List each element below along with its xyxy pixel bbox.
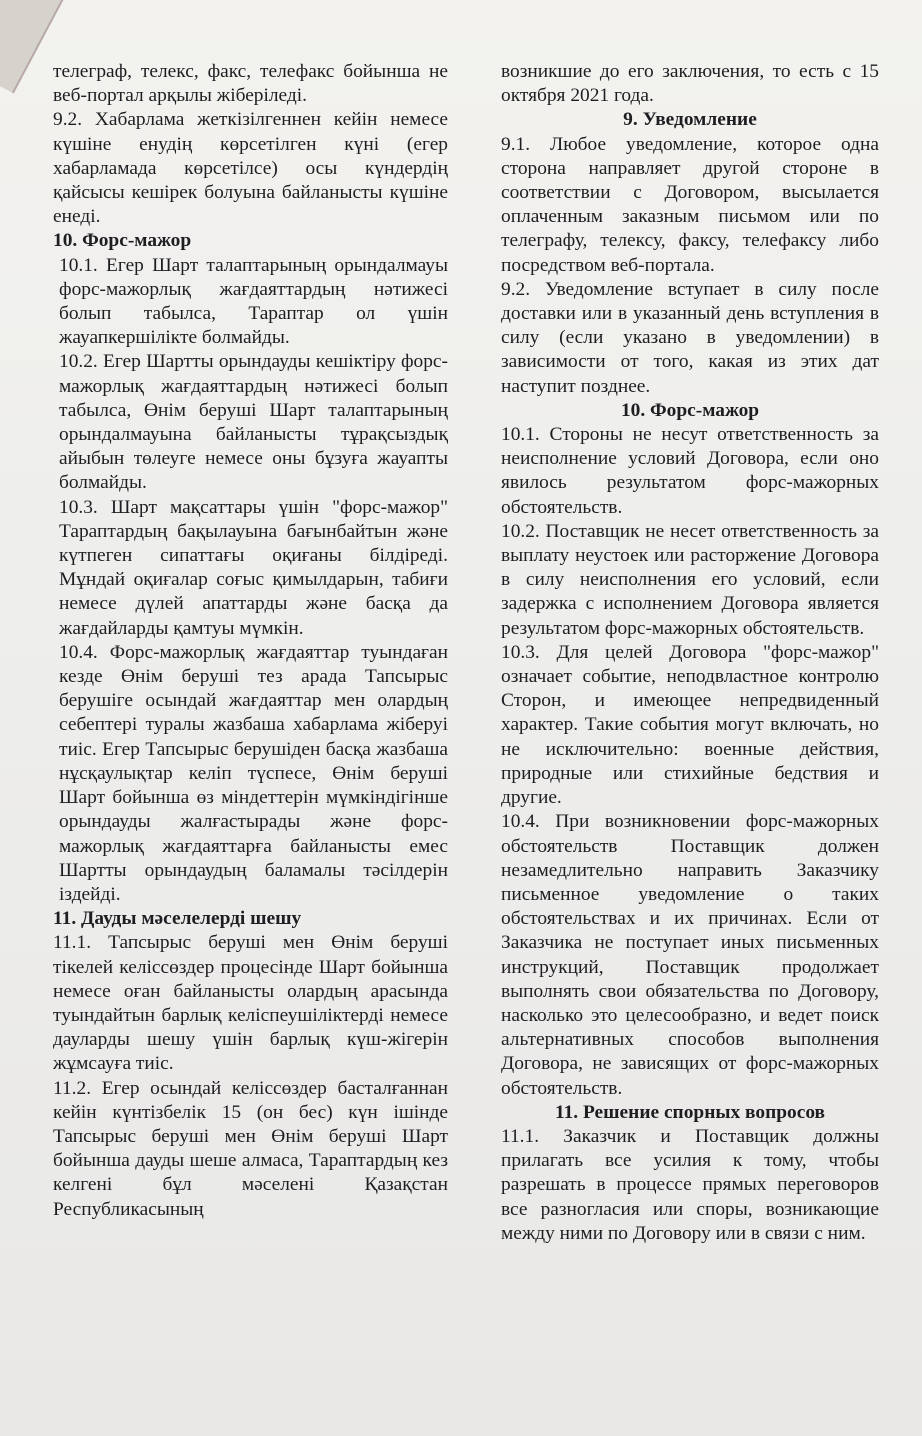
- paragraph-10-4-ru: 10.4. При возникновении форс-мажорных обстоятельств Поставщик должен незамедлительно направить Заказчику письменное уведомление о таких обстоятельствах и их причинах. Если от Заказчика не поступает иных письменных инструкций, Поставщик продолжает выполнять свои обязательства по Договору, насколько это целесообразно, и ведет поиск альтернативных способов выполнения Договора, не зависящих от форс-мажорных обстоятельств.: [501, 811, 879, 1099]
- paragraph-9-2-kk: 9.2. Хабарлама жеткізілгеннен кейін немесе күшіне енудің көрсетілген күні (егер хабарламада көрсетілсе) осы күндердің қайсысы кешірек болуына байланысты күшіне енеді.: [53, 109, 448, 228]
- kazakh-column: [53, 60, 448, 1222]
- heading-10-ru: 10. Форс-мажор: [620, 399, 760, 421]
- russian-column: [501, 60, 879, 1246]
- paragraph-10-2-ru: 10.2. Поставщик не несет ответственность за выплату неустоек или расторжение Договора в силу неисполнения его условий, если задержка с исполнением Договора является результатом форс-мажорных обстоятельств.: [501, 520, 879, 639]
- heading-11-kk: 11. Дауды мәселелерді шешу: [53, 908, 302, 930]
- heading-9-ru: 9. Уведомление: [623, 109, 757, 131]
- heading-11-ru: 11. Решение спорных вопросов: [554, 1101, 826, 1123]
- paragraph-10-3-ru: 10.3. Для целей Договора "форс-мажор" означает событие, неподвластное контролю Сторон, и имеющее непредвиденный характер. Такие события могут включать, но не исключительно: военные действия, природные или стихийные бедствия и другие.: [501, 641, 879, 809]
- paragraph-10-2-kk: 10.2. Егер Шартты орындауды кешіктіру форс-мажорлық жағдаяттардың нәтижесі болып табылса, Өнім беруші Шарт талаптарының орындалмауына байланысты тұрақсыздық айыбын төлеуге немесе оны бұзуға жауапты болмайды.: [59, 351, 448, 494]
- paragraph-10-1-ru: 10.1. Стороны не несут ответственность за неисполнение условий Договора, если оно явилось результатом форс-мажорных обстоятельств.: [501, 424, 879, 518]
- paragraph-11-1-ru: 11.1. Заказчик и Поставщик должны прилагать все усилия к тому, чтобы разрешать в процессе прямых переговоров все разногласия или споры, возникающие между ними по Договору или в связи с ним.: [501, 1125, 879, 1244]
- paragraph-date-tail-ru: возникшие до его заключения, то есть с 15 октября 2021 года.: [501, 61, 879, 107]
- paragraph-9-1-ru: 9.1. Любое уведомление, которое одна сторона направляет другой стороне в соответствии с Договором, высылается оплаченным заказным письмом или по телеграфу, телексу, факсу, телефаксу либо посредством веб-портала.: [501, 133, 879, 276]
- paragraph-10-3-kk: 10.3. Шарт мақсаттары үшін "форс-мажор" Тараптардың бақылауына бағынбайтын және күтпеген сипаттағы оқиғаны білдіреді. Мұндай оқиғалар соғыс қимылдарын, табиғи немесе дүлей апаттарды және басқа да жағдайларды қамтуы мүмкін.: [59, 496, 448, 639]
- paragraph-10-1-kk: 10.1. Егер Шарт талаптарының орындалмауы форс-мажорлық жағдаяттардың нәтижесі болып табылса, Тараптар ол үшін жауапкершілікте болмайды.: [59, 254, 448, 349]
- paragraph-9-1-tail-kk: телеграф, телекс, факс, телефакс бойынша не веб-портал арқылы жіберіледі.: [53, 61, 448, 107]
- paragraph-11-2-kk: 11.2. Егер осындай келіссөздер басталғаннан кейін күнтізбелік 15 (он бес) күн ішінде Тапсырыс беруші мен Өнім беруші Шарт бойынша дауды шеше алмаса, Тараптардың кез келгені бұл мәселені Қазақстан Республикасының: [53, 1077, 448, 1220]
- paragraph-10-4-kk: 10.4. Форс-мажорлық жағдаяттар туындаған кезде Өнім беруші тез арада Тапсырыс берушіге осындай жағдаяттар мен олардың себептері туралы жазбаша хабарлама жіберуі тиіс. Егер Тапсырыс берушіден басқа жазбаша нұсқаулықтар келіп түспесе, Өнім беруші Шарт бойынша өз міндеттерін мүмкіндігінше орындауды жалғастырады және форс-мажорлық жағдаяттарға байланысты емес Шартты орындаудың баламалы тәсілдерін іздейді.: [59, 641, 448, 905]
- paragraph-9-2-ru: 9.2. Уведомление вступает в силу после доставки или в указанный день вступления в силу (если указано в уведомлении) в зависимости от того, какая из этих дат наступит позднее.: [501, 278, 879, 397]
- heading-10-kk: 10. Форс-мажор: [53, 230, 192, 252]
- paragraph-11-1-kk: 11.1. Тапсырыс беруші мен Өнім беруші тікелей келіссөздер процесінде Шарт бойынша немесе оған байланысты олардың арасында туындайтын барлық келіспеушіліктерді немесе дауларды шешу үшін барлық күш-жігерін жұмсауға тиіс.: [53, 932, 448, 1075]
